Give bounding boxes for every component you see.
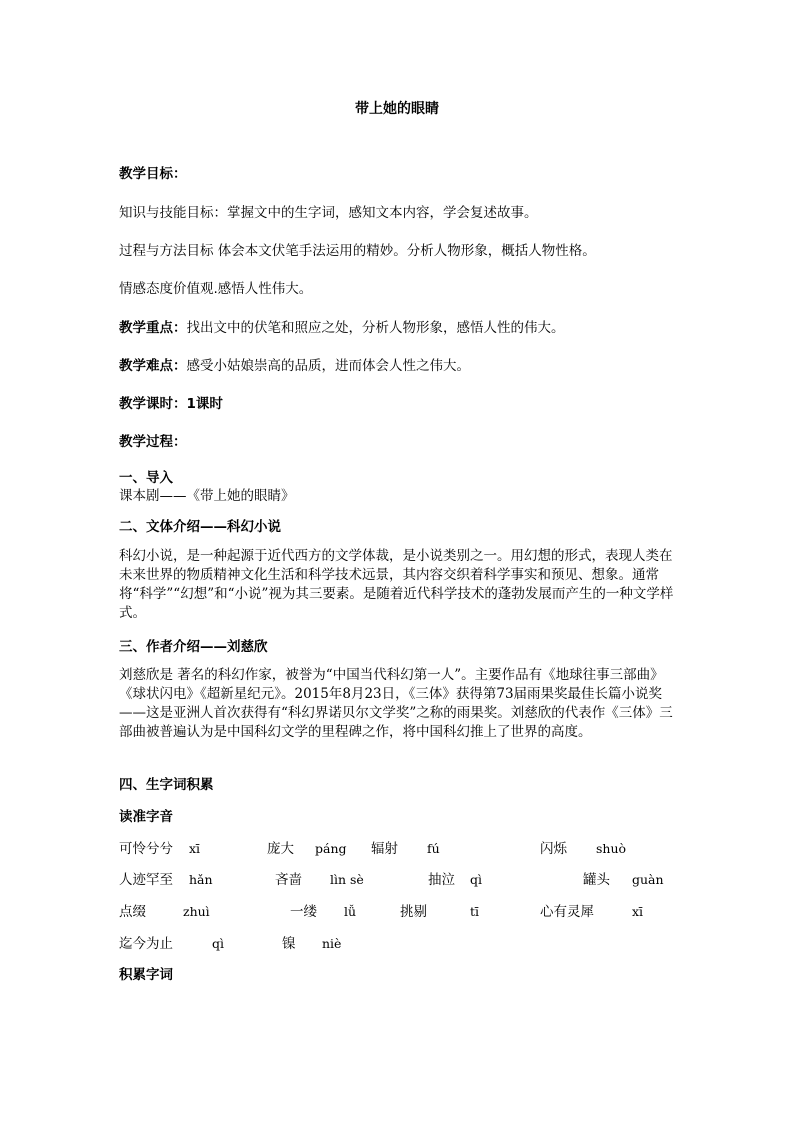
hours-text: 1课时 — [186, 396, 223, 412]
pinyin: xī — [632, 904, 644, 919]
section3-heading: 三、作者介绍——刘慈欣 — [119, 639, 268, 655]
difficulty — [119, 357, 470, 375]
pinyin: lìn sè — [330, 872, 364, 887]
key-point-text: 找出文中的伏笔和照应之处，分析人物形象，感悟人性的伟大。 — [186, 320, 565, 336]
word: 点缀 — [119, 904, 146, 920]
class-hours — [119, 395, 223, 413]
pinyin: lǚ — [344, 904, 357, 919]
key-point — [119, 319, 565, 337]
pinyin: páng — [315, 841, 347, 856]
document-title: 带上她的眼睛 — [355, 101, 439, 117]
pinyin: fú — [427, 841, 440, 856]
pinyin: niè — [322, 936, 342, 951]
difficulty-text: 感受小姑娘崇高的品质，进而体会人性之伟大。 — [186, 358, 470, 374]
pinyin: hǎn — [189, 872, 213, 887]
pinyin: shuò — [596, 841, 627, 856]
word: 镍 — [282, 936, 296, 952]
pinyin: qì — [470, 872, 482, 887]
objective-knowledge: 知识与技能目标：掌握文中的生字词，感知文本内容，学会复述故事。 — [119, 205, 538, 221]
word: 罐头 — [583, 872, 610, 888]
word: 辐射 — [371, 841, 398, 857]
word: 心有灵犀 — [540, 904, 594, 920]
key-point-label: 教学重点： — [119, 320, 187, 336]
word: 可怜兮兮 — [119, 841, 173, 857]
pinyin: xī — [189, 841, 201, 856]
section4-heading: 四、生字词积累 — [119, 777, 214, 793]
word: 吝啬 — [275, 872, 302, 888]
word: 抽泣 — [428, 872, 455, 888]
objective-process: 过程与方法目标 体会本文伏笔手法运用的精妙。分析人物形象，概括人物性格。 — [119, 243, 596, 259]
pronunciation-heading: 读准字音 — [119, 809, 173, 825]
word: 挑剔 — [400, 904, 427, 920]
pinyin: tī — [470, 904, 480, 919]
difficulty-label: 教学难点： — [119, 358, 187, 374]
word: 迄今为止 — [119, 936, 173, 952]
pinyin: qì — [212, 936, 224, 951]
section1-heading: 一、导入 — [119, 470, 173, 486]
word: 庞大 — [267, 841, 294, 857]
section2-paragraph: 科幻小说，是一种起源于近代西方的文学体裁，是小说类别之一。用幻想的形式，表现人类在未来世界的物质精神文化生活和科学技术远景，其内容交织着科学事实和预见、想象。通常将“科学”“幻想”和“小说”视为其三要素。是随着近代科学技术的蓬勃发展而产生的一种文学样式。 — [119, 548, 674, 621]
word: 人迹罕至 — [119, 872, 173, 888]
accumulate-heading: 积累字词 — [119, 967, 173, 983]
pinyin: zhuì — [183, 904, 210, 919]
objective-emotion: 情感态度价值观.感悟人性伟大。 — [119, 281, 313, 297]
word: 一缕 — [290, 904, 317, 920]
process-heading: 教学过程： — [119, 434, 187, 450]
objectives-heading: 教学目标： — [119, 166, 187, 182]
section3-paragraph: 刘慈欣是 著名的科幻作家，被誉为“中国当代科幻第一人”。主要作品有《地球往事三部曲》《球状闪电》《超新星纪元》。2015年8月23日，《三体》获得第73届雨果奖最佳长篇小说奖——这是亚洲人首次获得有“科幻界诺贝尔文学奖”之称的雨果奖。刘慈欣的代表作《三体》三部曲被普遍认为是中国科幻文学的里程碑之作，将中国科幻推上了世界的高度。 — [119, 667, 673, 740]
hours-label: 教学课时： — [119, 396, 187, 412]
section2-heading: 二、文体介绍——科幻小说 — [119, 519, 281, 535]
pinyin: guàn — [632, 872, 664, 887]
word: 闪烁 — [540, 841, 567, 857]
section1-text: 课本剧——《带上她的眼睛》 — [119, 488, 295, 504]
